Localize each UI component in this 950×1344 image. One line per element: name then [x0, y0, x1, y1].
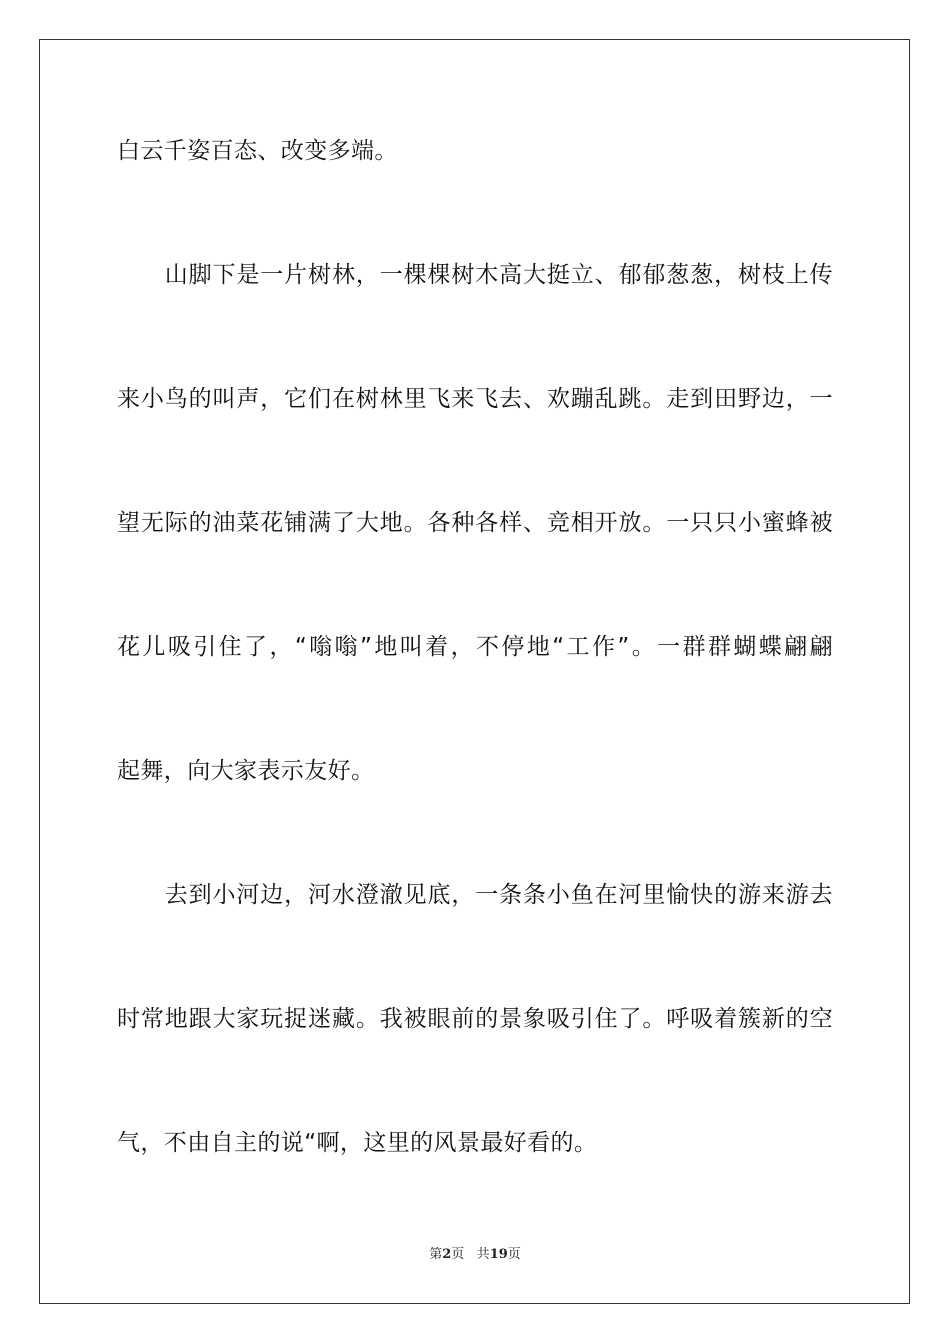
footer-total-pages: 19	[489, 1247, 508, 1262]
footer-total-suffix: 页	[507, 1247, 521, 1262]
text-line: 望无际的油菜花铺满了大地。各种各样、竞相开放。一只只小蜜蜂被	[117, 510, 833, 536]
footer-page-prefix: 第	[429, 1247, 443, 1262]
text-line: 去到小河边，河水澄澈见底，一条条小鱼在河里愉快的游来游去	[117, 882, 833, 908]
text-line: 起舞，向大家表示友好。	[117, 758, 375, 784]
text-line: 时常地跟大家玩捉迷藏。我被眼前的景象吸引住了。呼吸着簇新的空	[117, 1006, 833, 1032]
text-line: 花儿吸引住了，“嗡嗡”地叫着，不停地“工作”。一群群蝴蝶翩翩	[117, 634, 833, 660]
page-border	[39, 39, 910, 1304]
footer-total-prefix: 共	[476, 1247, 490, 1262]
footer-page-suffix: 页	[451, 1247, 465, 1262]
page-footer	[0, 1246, 950, 1264]
text-line: 气，不由自主的说“啊，这里的风景最好看的。	[117, 1130, 598, 1156]
text-line: 来小鸟的叫声，它们在树林里飞来飞去、欢蹦乱跳。走到田野边，一	[117, 386, 833, 412]
text-line: 山脚下是一片树林，一棵棵树木高大挺立、郁郁葱葱，树枝上传	[117, 262, 833, 288]
text-line: 白云千姿百态、改变多端。	[117, 138, 398, 164]
footer-page-number: 2	[442, 1247, 452, 1262]
